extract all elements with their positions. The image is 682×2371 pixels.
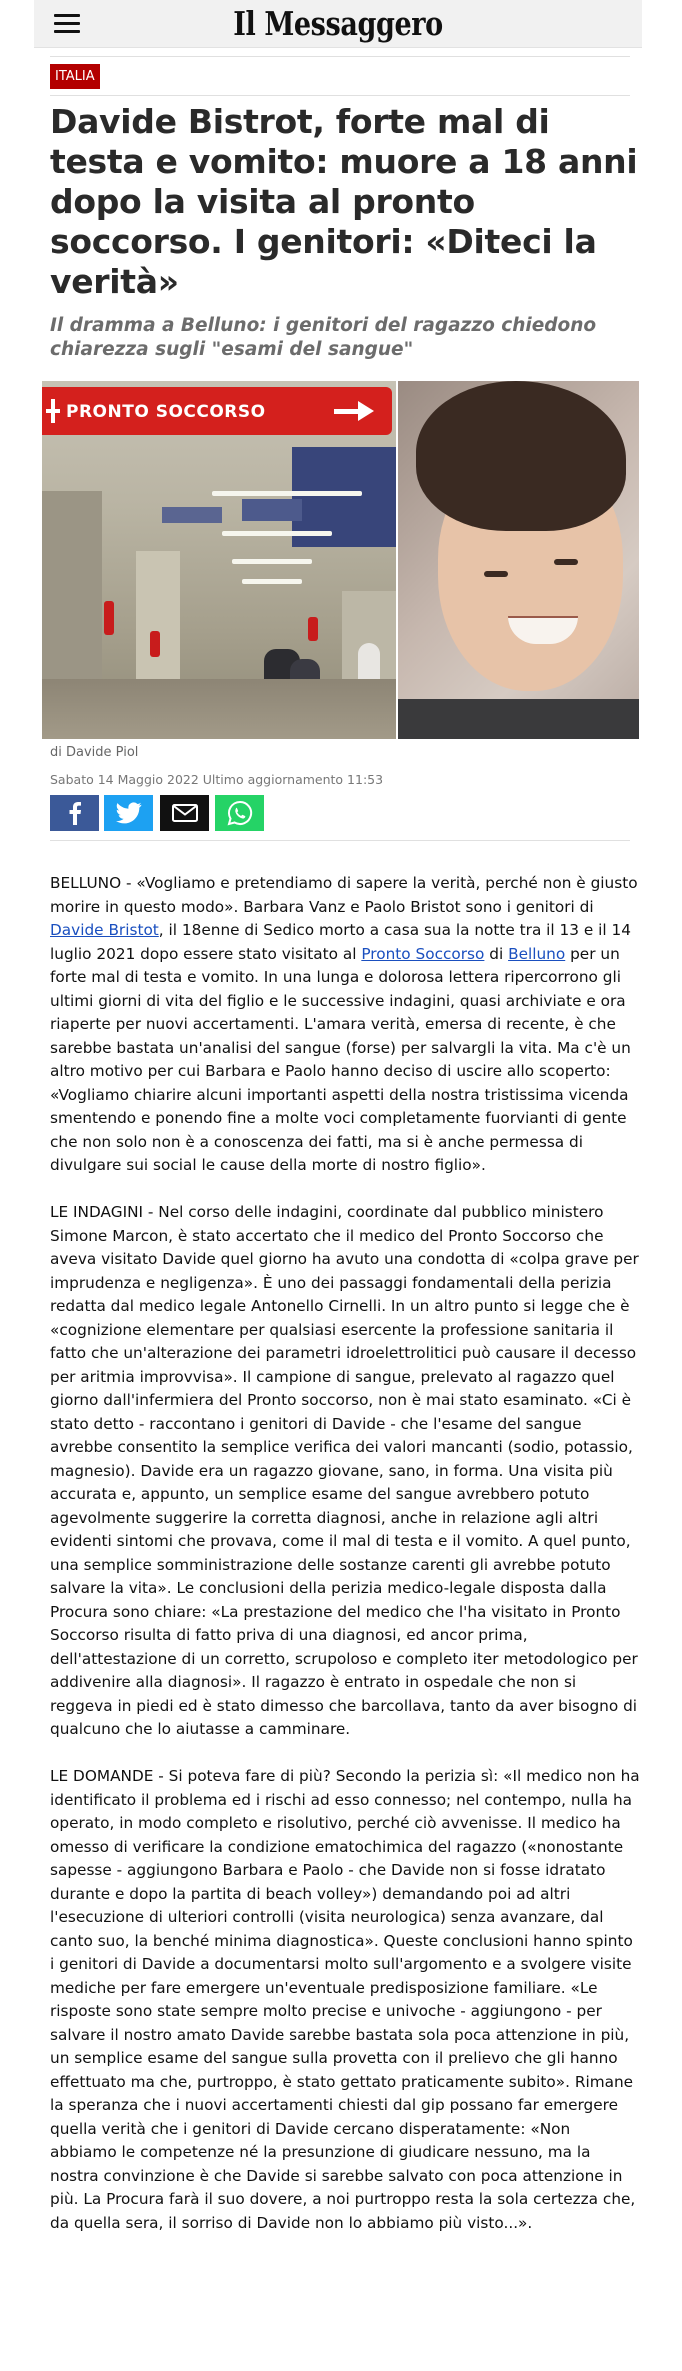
article-paragraph-2: LE INDAGINI - Nel corso delle indagini, coordinate dal pubblico ministero Simone Marcon, è stato accertato che il medico del Pronto Soccorso che aveva visitato Davide quel giorno ha avuto una condotta di «colpa grave per imprudenza e negligenza». È uno dei passaggi fondamentali della perizia redatta dal medico legale Antonello Cirnelli. In un altro punto si legge che è «cognizione elementare per qualsiasi esercente la professione sanitaria il fatto che un'alterazione dei parametri idroelettrolitici può causare il decesso per aritmia improvvisa». Il campione di sangue, prelevato al ragazzo quel giorno dall'infermiera del Pronto soccorso, non è mai stato esaminato. «Ci è stato detto - raccontano i genitori di Davide - che l'esame del sangue avrebbe consentito la semplice verifica dei valori mancanti (sodio, potassio, magnesio). Davide era un ragazzo giovane, sano, in forma. Una visita più accurata e, appunto, un semplice esame del sangue avrebbero potuto agevolmente suggerire la corretta diagnosi, anche in relazione agli altri evidenti sintomi che provava, come il mal di testa e il vomito. A quel punto, una semplice somministrazione delle sostanze carenti gli avrebbe potuto salvare la vita». Le conclusioni della perizia medico-legale disposta dalla Procura sono chiare: «La prestazione del medico che l'ha visitato in Pronto Soccorso risulta di fatto priva di una diagnosi, ed ancor prima, dell'attestazione di un corretto, scrupoloso e completo iter metodologico per addivenire alla diagnosi». Il ragazzo è entrato in ospedale che non si reggeva in piedi ed è stato dimesso che barcollava, tanto da aver bisogno di qualcuno che lo aiutasse a camminare.	[50, 1203, 639, 1738]
facebook-icon	[68, 801, 82, 825]
davide-portrait-photo	[398, 381, 639, 739]
twitter-icon	[116, 802, 142, 824]
article-title: Davide Bistrot, forte mal di testa e vomito: muore a 18 anni dopo la visita al pronto soccorso. I genitori: «Diteci la verità»	[50, 102, 638, 301]
share-whatsapp-button[interactable]	[215, 795, 264, 831]
arrow-right-icon	[334, 401, 374, 421]
article-author: di Davide Piol	[50, 745, 139, 760]
link-davide-bristot[interactable]: Davide Bristot	[50, 921, 159, 939]
red-cross-icon	[46, 399, 60, 423]
article-body	[50, 872, 640, 2259]
link-pronto-soccorso[interactable]: Pronto Soccorso	[361, 944, 485, 963]
hamburger-menu-icon[interactable]	[54, 14, 80, 34]
hospital-photo	[42, 381, 396, 739]
top-navigation-bar	[34, 0, 642, 48]
title-divider	[50, 95, 630, 96]
meta-divider	[50, 840, 630, 841]
share-facebook-button[interactable]	[50, 795, 99, 831]
article-subtitle: Il dramma a Belluno: i genitori del ragazzo chiedono chiarezza sugli "esami del sangue"	[50, 315, 597, 360]
article-date: Sabato 14 Maggio 2022 Ultimo aggiornamento 11:53	[50, 772, 384, 787]
share-email-button[interactable]	[160, 795, 209, 831]
article-paragraph-1: BELLUNO - «Vogliamo e pretendiamo di sapere la verità, perché non è giusto morire in questo modo». Barbara Vanz e Paolo Bristot sono i genitori di Davide Bristot, il 18enne di Sedico morto a casa sua la notte tra il 13 e il 14 luglio 2021 dopo essere stato visitato al Pronto Soccorso di Belluno per un forte mal di testa e vomito. In una lunga e dolorosa lettera ripercorrono gli ultimi giorni di vita del figlio e le successive indagini, quasi archiviate e ora riaperte per nuovi accertamenti. L'amara verità, emersa di recente, è che sarebbe bastata un'analisi del sangue (forse) per salvargli la vita. Ma c'è un altro motivo per cui Barbara e Paolo hanno deciso di uscire allo scoperto: «Vogliamo chiarire alcuni importanti aspetti della nostra tristissima vicenda smentendo e ponendo fine a molte voci completamente fuorvianti di gente che non solo non è a conoscenza dei fatti, ma si è anche permessa di divulgare sui social le cause della morte di nostro figlio».	[50, 874, 638, 1174]
mail-icon	[172, 804, 198, 822]
article-paragraph-3: LE DOMANDE - Si poteva fare di più? Secondo la perizia sì: «Il medico non ha identificato il problema ed i rischi ad esso connesso; nel contempo, nulla ha operato, in modo completo e risolutivo, perché ciò avvenisse. Il medico ha omesso di verificare la condizione ematochimica del ragazzo («nonostante sapesse - aggiungono Barbara e Paolo - che Davide non si fosse idratato durante e dopo la partita di beach volley») demandando poi ad altri l'esecuzione di ulteriori controlli (visita neurologica) senza avanzare, dal canto suo, la benché minima diagnostica». Queste conclusioni hanno spinto i genitori di Davide a documentarsi molto sull'argomento e a svolgere visite mediche per fare emergere un'eventuale predisposizione familiare. «Le risposte sono state sempre molto precise e univoche - aggiungono - per salvare il nostro amato Davide sarebbe bastata sola poca attenzione in più, un semplice esame del sangue sulla provetta con il prelievo che gli hanno effettuato ma che, purtroppo, è stato gettato praticamente subito». Rimane la speranza che i nuovi accertamenti chiesti dal gip possano far emergere quella verità che i genitori di Davide cercano disperatamente: «Non abbiamo le competenze né la presunzione di giudicare nessuno, ma la nostra convinzione è che Davide si sarebbe salvato con poca attenzione in più. La Procura farà il suo dovere, a noi purtroppo resta la sola certezza che, da quella sera, il sorriso di Davide non lo abbiamo più visto...».	[50, 1767, 640, 2232]
link-belluno[interactable]: Belluno	[508, 944, 566, 963]
pronto-soccorso-sign: PRONTO SOCCORSO	[42, 387, 392, 435]
site-logo[interactable]: Il Messaggero	[233, 4, 443, 43]
share-twitter-button[interactable]	[104, 795, 153, 831]
header-divider	[50, 56, 630, 57]
section-badge[interactable]: ITALIA	[50, 64, 100, 89]
whatsapp-icon	[227, 800, 253, 826]
